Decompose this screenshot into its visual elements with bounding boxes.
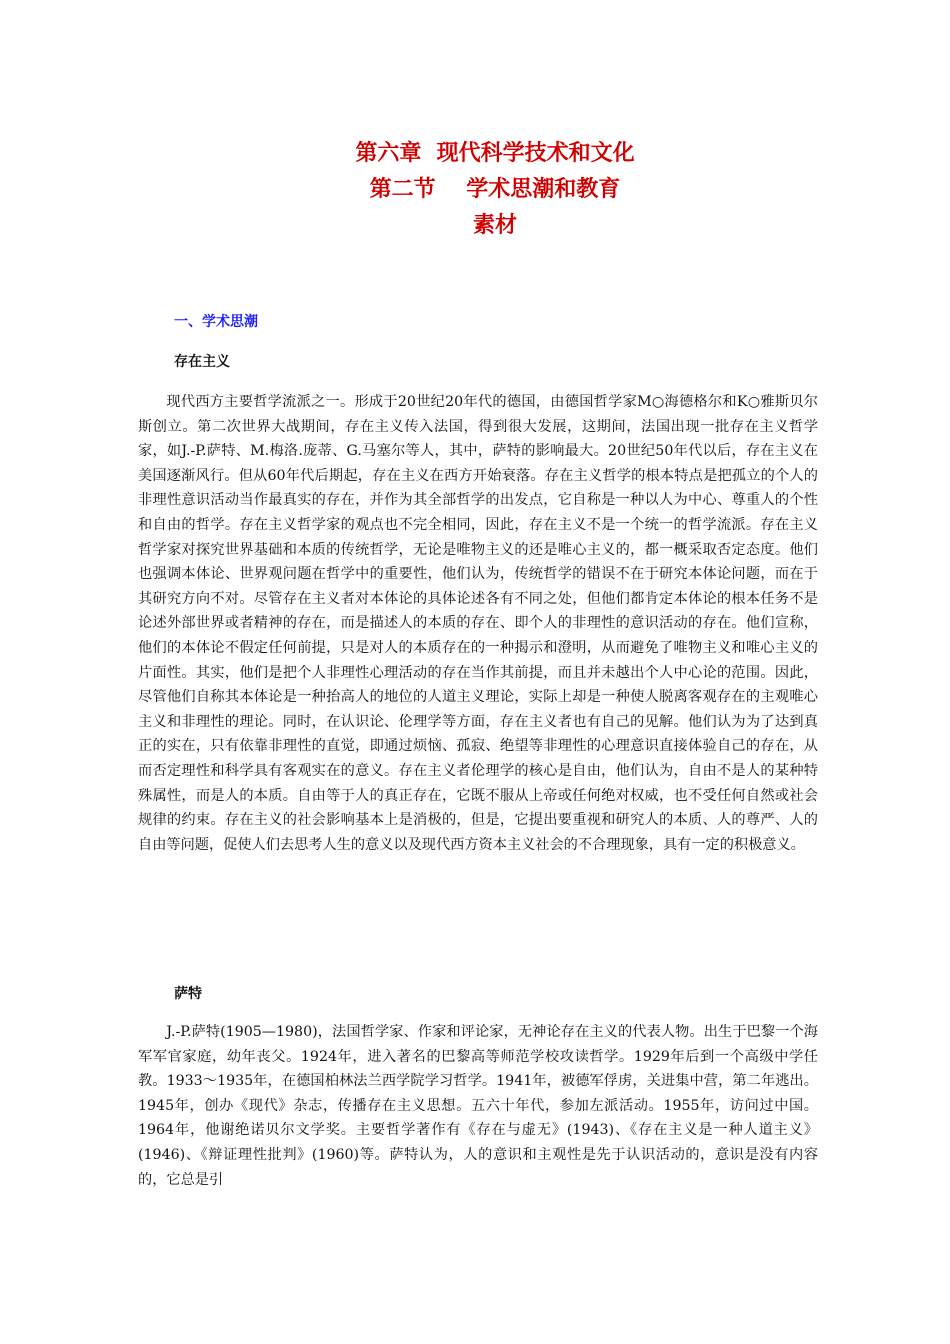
chapter-title: 第六章 现代科学技术和文化 bbox=[355, 141, 635, 166]
title-block bbox=[0, 136, 950, 244]
section-title: 第二节 学术思潮和教育 bbox=[369, 177, 621, 202]
paragraph-existentialism: 现代西方主要哲学流派之一。形成于20世纪20年代的德国，由德国哲学家M○海德格尔和K○雅斯贝尔斯创立。第二次世界大战期间，存在主义传入法国，得到很大发展，这期间，法国出现一批存在主义哲学家，如J.-P.萨特、M.梅洛.庞蒂、G.马塞尔等人，其中，萨特的影响最大。20世纪50年代以后，存在主义在美国逐渐风行。但从60年代后期起，存在主义在西方开始衰落。存在主义哲学的根本特点是把孤立的个人的非理性意识活动当作最真实的存在，并作为其全部哲学的出发点，它自称是一种以人为中心、尊重人的个性和自由的哲学。存在主义哲学家的观点也不完全相同，因此，存在主义不是一个统一的哲学流派。存在主义哲学家对探究世界基础和本质的传统哲学，无论是唯物主义的还是唯心主义的，都一概采取否定态度。他们也强调本体论、世界观问题在哲学中的重要性，他们认为，传统哲学的错误不在于研究本体论问题，而在于其研究方向不对。尽管存在主义者对本体论的具体论述各有不同之处，但他们都肯定本体论的根本任务不是论述外部世界或者精神的存在，而是描述人的本质的存在、即个人的非理性的意识活动的存在。他们宣称，他们的本体论不假定任何前提，只是对人的本质存在的一种揭示和澄明，从而避免了唯物主义和唯心主义的片面性。其实，他们是把个人非理性心理活动的存在当作其前提，而且并未越出个人中心论的范围。因此，尽管他们自称其本体论是一种抬高人的地位的人道主义理论，实际上却是一种使人脱离客观存在的主观唯心主义和非理性的理论。同时，在认识论、伦理学等方面，存在主义者也有自己的见解。他们认为为了达到真正的实在，只有依靠非理性的直觉，即通过烦恼、孤寂、绝望等非理性的心理意识直接体验自己的存在，从而否定理性和科学具有客观实在的意义。存在主义者伦理学的核心是自由，他们认为，自由不是人的某种特殊属性，而是人的本质。自由等于人的真正存在，它既不服从上帝或任何绝对权威，也不受任何自然或社会规律的约束。存在主义的社会影响基本上是消极的，但是，它提出要重视和研究人的本质、人的尊严、人的自由等问题，促使人们去思考人生的意义以及现代西方资本主义社会的不合理现象，具有一定的积极意义。 bbox=[138, 394, 818, 853]
topic-heading-existentialism: 存在主义 bbox=[174, 354, 230, 370]
section-heading-academic-trends: 一、学术思潮 bbox=[174, 314, 258, 330]
material-title: 素材 bbox=[472, 213, 517, 238]
topic-heading-sartre: 萨特 bbox=[174, 986, 202, 1002]
paragraph-sartre: J.-P.萨特(1905—1980)，法国哲学家、作家和评论家，无神论存在主义的代表人物。出生于巴黎一个海军军官家庭，幼年丧父。1924年，进入著名的巴黎高等师范学校攻读哲学。1929年后到一个高级中学任教。1933～1935年，在德国柏林法兰西学院学习哲学。1941年，被德军俘虏，关进集中营，第二年逃出。1945年，创办《现代》杂志，传播存在主义思想。五六十年代，参加左派活动。1955年，访问过中国。1964年，他谢绝诺贝尔文学奖。主要哲学著作有《存在与虚无》(1943)、《存在主义是一种人道主义》(1946)、《辩证理性批判》(1960)等。萨特认为，人的意识和主观性是先于认识活动的，意识是没有内容的，它总是引 bbox=[138, 1024, 818, 1188]
